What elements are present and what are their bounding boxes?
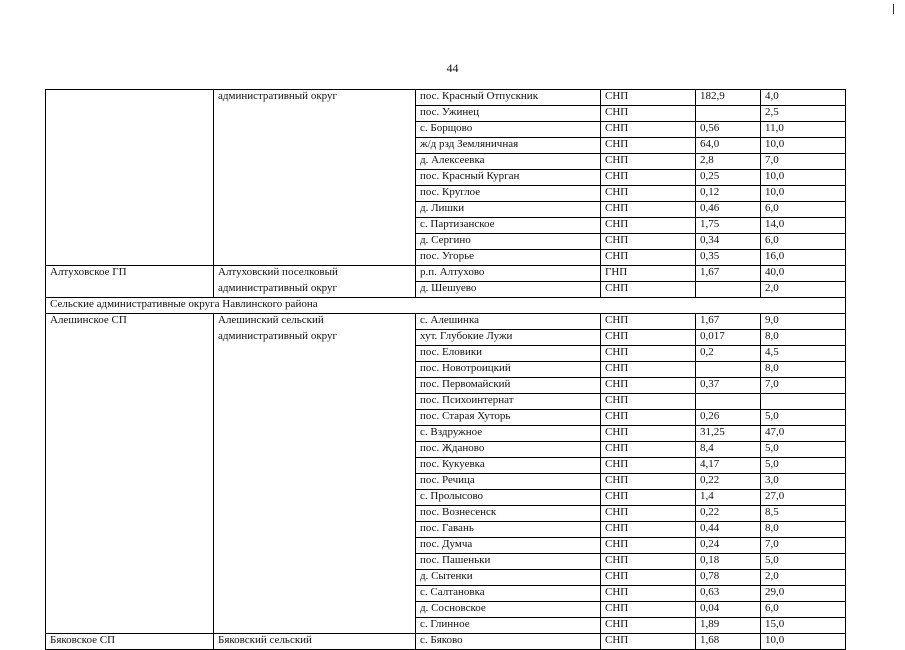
settlement-cell: пос. Красный Курган [416,170,601,186]
type-cell: СНП [601,154,696,170]
district-cell [214,554,416,570]
settlement-cell: пос. Еловики [416,346,601,362]
distance-cell: 15,0 [761,618,846,634]
type-cell: СНП [601,250,696,266]
table-row [46,570,846,586]
settlement-cell: д. Сергино [416,234,601,250]
table-row [46,202,846,218]
settlement-cell: р.п. Алтухово [416,266,601,282]
district-cell [214,362,416,378]
settlement-cell: пос. Жданово [416,442,601,458]
table-row [46,426,846,442]
municipality-cell [46,442,214,458]
municipality-cell [46,474,214,490]
area-cell [696,362,761,378]
municipality-cell: Алтуховское ГП [46,266,214,282]
district-cell [214,410,416,426]
district-cell [214,154,416,170]
table-row [46,490,846,506]
distance-cell: 2,0 [761,570,846,586]
distance-cell: 27,0 [761,490,846,506]
type-cell: СНП [601,234,696,250]
municipality-cell [46,394,214,410]
distance-cell: 2,0 [761,282,846,298]
district-cell [214,506,416,522]
municipality-cell [46,426,214,442]
distance-cell: 3,0 [761,474,846,490]
settlement-cell: с. Бяково [416,634,601,650]
type-cell: СНП [601,490,696,506]
distance-cell: 7,0 [761,538,846,554]
settlement-cell: пос. Круглое [416,186,601,202]
margin-mark [893,4,894,14]
table-row [46,474,846,490]
type-cell: СНП [601,522,696,538]
municipality-cell [46,586,214,602]
municipality-cell [46,138,214,154]
area-cell: 4,17 [696,458,761,474]
municipality-cell [46,554,214,570]
area-cell: 0,24 [696,538,761,554]
type-cell: СНП [601,282,696,298]
distance-cell: 10,0 [761,138,846,154]
table-row [46,106,846,122]
district-cell: административный округ [214,330,416,346]
distance-cell: 2,5 [761,106,846,122]
area-cell: 1,89 [696,618,761,634]
type-cell: СНП [601,570,696,586]
district-cell [214,458,416,474]
section-heading: Сельские административные округа Навлинского района [46,298,846,314]
type-cell: СНП [601,442,696,458]
table-row [46,234,846,250]
area-cell: 0,017 [696,330,761,346]
district-cell [214,122,416,138]
municipality-cell [46,410,214,426]
settlement-cell: пос. Старая Хуторь [416,410,601,426]
area-cell: 1,67 [696,314,761,330]
municipality-cell [46,362,214,378]
area-cell: 0,22 [696,474,761,490]
area-cell [696,282,761,298]
municipality-cell [46,378,214,394]
municipality-cell [46,618,214,634]
municipality-cell [46,218,214,234]
district-cell [214,538,416,554]
type-cell: СНП [601,90,696,106]
distance-cell: 8,0 [761,362,846,378]
type-cell: ГНП [601,266,696,282]
type-cell: СНП [601,426,696,442]
municipality-cell [46,490,214,506]
municipality-cell [46,106,214,122]
settlement-cell: пос. Гавань [416,522,601,538]
distance-cell: 10,0 [761,634,846,650]
area-cell: 0,37 [696,378,761,394]
table-row [46,330,846,346]
district-cell [214,138,416,154]
settlement-cell: с. Алешинка [416,314,601,330]
type-cell: СНП [601,362,696,378]
district-cell [214,618,416,634]
type-cell: СНП [601,378,696,394]
distance-cell: 5,0 [761,554,846,570]
municipality-cell [46,234,214,250]
distance-cell: 5,0 [761,442,846,458]
table-row [46,138,846,154]
settlement-cell: д. Сосновское [416,602,601,618]
municipality-cell [46,570,214,586]
district-cell [214,474,416,490]
municipality-cell [46,330,214,346]
area-cell: 1,68 [696,634,761,650]
table-row [46,122,846,138]
table-body [46,90,846,650]
municipality-cell [46,506,214,522]
type-cell: СНП [601,634,696,650]
type-cell: СНП [601,138,696,154]
area-cell: 0,22 [696,506,761,522]
municipality-cell [46,346,214,362]
settlement-cell: с. Пролысово [416,490,601,506]
table-row [46,314,846,330]
municipality-cell [46,602,214,618]
settlement-cell: пос. Кукуевка [416,458,601,474]
distance-cell: 8,0 [761,330,846,346]
area-cell: 0,25 [696,170,761,186]
type-cell: СНП [601,330,696,346]
settlement-cell: д. Алексеевка [416,154,601,170]
area-cell: 0,44 [696,522,761,538]
page-number: 44 [446,61,459,75]
distance-cell: 7,0 [761,154,846,170]
settlement-cell: пос. Новотроицкий [416,362,601,378]
distance-cell [761,394,846,410]
municipality-cell [46,186,214,202]
type-cell: СНП [601,474,696,490]
table-row [46,442,846,458]
settlement-cell: с. Борщово [416,122,601,138]
table-row [46,154,846,170]
area-cell: 0,78 [696,570,761,586]
type-cell: СНП [601,554,696,570]
district-cell [214,378,416,394]
table-row [46,458,846,474]
table-row [46,538,846,554]
distance-cell: 10,0 [761,186,846,202]
municipality-cell [46,170,214,186]
area-cell: 182,9 [696,90,761,106]
settlement-cell: пос. Думча [416,538,601,554]
area-cell: 0,04 [696,602,761,618]
type-cell: СНП [601,122,696,138]
area-cell: 0,26 [696,410,761,426]
settlement-cell: пос. Психоинтернат [416,394,601,410]
type-cell: СНП [601,410,696,426]
table-row [46,586,846,602]
district-cell [214,586,416,602]
area-cell: 1,4 [696,490,761,506]
district-cell: административный округ [214,90,416,106]
settlement-cell: пос. Красный Отпускник [416,90,601,106]
district-cell [214,234,416,250]
district-cell: административный округ [214,282,416,298]
type-cell: СНП [601,506,696,522]
table-row [46,346,846,362]
table-row [46,634,846,650]
type-cell: СНП [601,346,696,362]
type-cell: СНП [601,314,696,330]
area-cell [696,394,761,410]
district-cell [214,346,416,362]
table-row [46,266,846,282]
table-row [46,362,846,378]
settlement-cell: с. Глинное [416,618,601,634]
type-cell: СНП [601,538,696,554]
settlement-cell: с. Партизанское [416,218,601,234]
type-cell: СНП [601,170,696,186]
table-row [46,618,846,634]
distance-cell: 5,0 [761,458,846,474]
municipality-cell [46,282,214,298]
table-row [46,282,846,298]
distance-cell: 9,0 [761,314,846,330]
settlement-cell: хут. Глубокие Лужи [416,330,601,346]
settlement-cell: пос. Ужинец [416,106,601,122]
distance-cell: 14,0 [761,218,846,234]
area-cell: 8,4 [696,442,761,458]
settlement-cell: д. Лишки [416,202,601,218]
table-row [46,250,846,266]
district-cell [214,170,416,186]
district-cell: Бяковский сельский [214,634,416,650]
area-cell: 31,25 [696,426,761,442]
municipality-cell [46,202,214,218]
municipality-cell: Бяковское СП [46,634,214,650]
district-cell [214,602,416,618]
area-cell: 0,46 [696,202,761,218]
area-cell: 0,18 [696,554,761,570]
table-row [46,378,846,394]
district-cell [214,106,416,122]
settlement-cell: пос. Угорье [416,250,601,266]
table-row [46,170,846,186]
settlement-cell: пос. Вознесенск [416,506,601,522]
table-row [46,602,846,618]
distance-cell: 6,0 [761,602,846,618]
settlement-cell: д. Сытенки [416,570,601,586]
distance-cell: 40,0 [761,266,846,282]
area-cell: 1,67 [696,266,761,282]
municipality-cell [46,90,214,106]
settlement-cell: с. Вздружное [416,426,601,442]
district-cell [214,522,416,538]
table-row [46,90,846,106]
district-cell [214,186,416,202]
municipality-cell [46,154,214,170]
distance-cell: 10,0 [761,170,846,186]
table-row [46,522,846,538]
settlement-cell: с. Салтановка [416,586,601,602]
district-cell [214,218,416,234]
area-cell: 64,0 [696,138,761,154]
distance-cell: 6,0 [761,234,846,250]
type-cell: СНП [601,202,696,218]
table-row [46,218,846,234]
distance-cell: 4,0 [761,90,846,106]
type-cell: СНП [601,186,696,202]
distance-cell: 8,0 [761,522,846,538]
table-row [46,394,846,410]
area-cell: 0,63 [696,586,761,602]
type-cell: СНП [601,218,696,234]
municipality-cell: Алешинское СП [46,314,214,330]
type-cell: СНП [601,586,696,602]
settlements-table [45,89,846,650]
area-cell: 1,75 [696,218,761,234]
distance-cell: 6,0 [761,202,846,218]
distance-cell: 29,0 [761,586,846,602]
table-row [46,554,846,570]
type-cell: СНП [601,602,696,618]
distance-cell: 4,5 [761,346,846,362]
settlement-cell: ж/д рзд Земляничная [416,138,601,154]
section-row [46,298,846,314]
municipality-cell [46,458,214,474]
district-cell [214,490,416,506]
district-cell [214,570,416,586]
area-cell: 0,12 [696,186,761,202]
distance-cell: 7,0 [761,378,846,394]
type-cell: СНП [601,458,696,474]
municipality-cell [46,538,214,554]
district-cell: Алтуховский поселковый [214,266,416,282]
table-row [46,410,846,426]
district-cell [214,202,416,218]
distance-cell: 11,0 [761,122,846,138]
settlement-cell: пос. Пашеньки [416,554,601,570]
district-cell [214,426,416,442]
municipality-cell [46,522,214,538]
settlement-cell: пос. Первомайский [416,378,601,394]
distance-cell: 5,0 [761,410,846,426]
area-cell [696,106,761,122]
district-cell [214,442,416,458]
district-cell: Алешинский сельский [214,314,416,330]
area-cell: 0,34 [696,234,761,250]
municipality-cell [46,250,214,266]
type-cell: СНП [601,106,696,122]
area-cell: 0,2 [696,346,761,362]
area-cell: 0,56 [696,122,761,138]
distance-cell: 16,0 [761,250,846,266]
area-cell: 2,8 [696,154,761,170]
municipality-cell [46,122,214,138]
area-cell: 0,35 [696,250,761,266]
distance-cell: 47,0 [761,426,846,442]
type-cell: СНП [601,618,696,634]
district-cell [214,394,416,410]
settlement-cell: д. Шешуево [416,282,601,298]
table-row [46,506,846,522]
settlement-cell: пос. Речица [416,474,601,490]
table-row [46,186,846,202]
type-cell: СНП [601,394,696,410]
distance-cell: 8,5 [761,506,846,522]
district-cell [214,250,416,266]
